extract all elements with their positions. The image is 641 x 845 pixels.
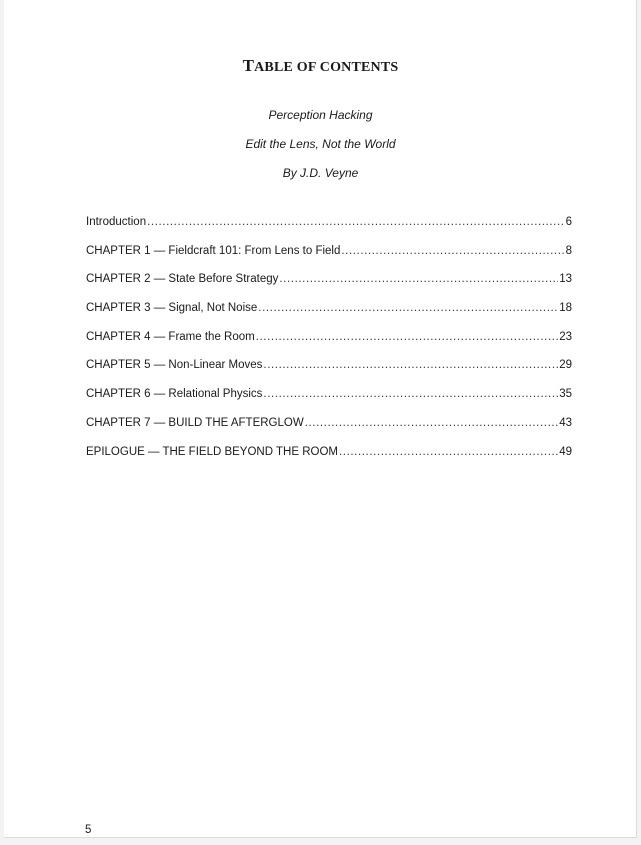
toc-entry-page: 43 (559, 416, 572, 429)
toc-entry-page: 8 (565, 244, 572, 257)
dot-leader (341, 245, 564, 257)
dot-leader (263, 359, 558, 371)
toc-entry-page: 6 (565, 216, 572, 228)
author-line: By J.D. Veyne (282, 166, 359, 180)
dot-leader (147, 216, 564, 228)
toc-entry-page: 29 (559, 359, 572, 372)
dot-leader (305, 417, 559, 429)
toc-entry-title: CHAPTER 5 — Non-Linear Moves (86, 359, 263, 372)
toc-entry-chapter-1[interactable] (86, 245, 572, 274)
dot-leader (258, 302, 558, 314)
toc-entry-title: CHAPTER 1 — Fieldcraft 101: From Lens to Field (86, 244, 341, 257)
toc-entry-title: CHAPTER 2 — State Before Strategy (86, 273, 279, 286)
dot-leader (279, 273, 558, 285)
toc-entry-title: EPILOGUE — THE FIELD BEYOND THE ROOM (86, 445, 338, 458)
dot-leader (263, 388, 558, 400)
toc-entry-page: 49 (559, 445, 572, 458)
toc-entry-page: 13 (559, 273, 572, 286)
toc-entry-chapter-6[interactable] (86, 388, 572, 417)
toc-entry-introduction[interactable] (86, 216, 572, 245)
toc-entry-chapter-5[interactable] (86, 359, 572, 388)
toc-entry-page: 35 (559, 388, 572, 401)
toc-entry-chapter-3[interactable] (86, 302, 572, 331)
toc-entry-chapter-2[interactable] (86, 273, 572, 302)
toc-entry-title: CHAPTER 3 — Signal, Not Noise (86, 302, 258, 315)
toc-entry-title: CHAPTER 7 — BUILD THE AFTERGLOW (86, 416, 304, 429)
toc-entry-title: CHAPTER 4 — Frame the Room (86, 330, 255, 343)
document-page (4, 0, 637, 838)
toc-entry-chapter-7[interactable] (86, 417, 572, 446)
toc-heading: TABLE OF CONTENTS (242, 56, 399, 75)
book-title: Perception Hacking (268, 108, 373, 122)
toc-entry-epilogue[interactable] (86, 446, 572, 475)
toc-entry-title: CHAPTER 6 — Relational Physics (86, 388, 263, 401)
dot-leader (339, 446, 558, 458)
toc-list (86, 216, 572, 474)
toc-entry-chapter-4[interactable] (86, 331, 572, 360)
toc-entry-page: 18 (559, 302, 572, 315)
page-number: 5 (85, 824, 92, 836)
toc-entry-page: 23 (559, 330, 572, 343)
toc-entry-title: Introduction (86, 216, 147, 228)
dot-leader (256, 331, 558, 343)
book-subtitle: Edit the Lens, Not the World (245, 137, 396, 151)
